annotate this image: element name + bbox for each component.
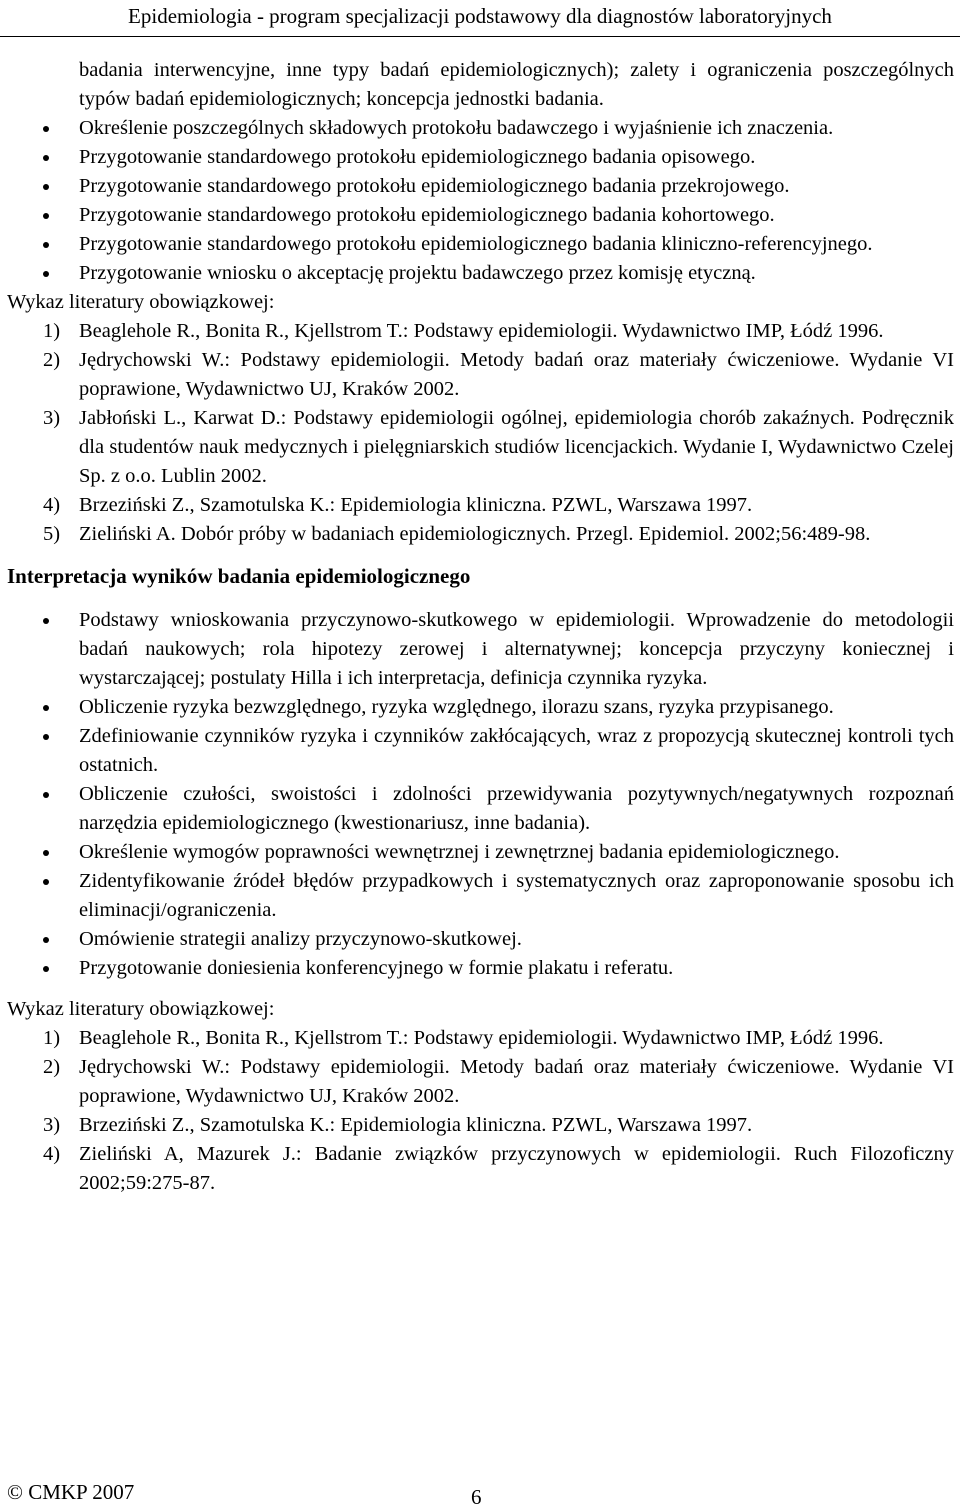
- reference-text: Jędrychowski W.: Podstawy epidemiologii. Metody badań oraz materiały ćwiczeniowe. Wydanie VI poprawione, Wydawnictwo UJ, Kraków 2002.: [79, 1056, 954, 1107]
- list-item: Zidentyfikowanie źródeł błędów przypadkowych i systematycznych oraz zaproponowanie sposobu ich eliminacji/ograniczenia.: [79, 867, 954, 925]
- list-item: Obliczenie ryzyka bezwzględnego, ryzyka względnego, ilorazu szans, ryzyka przypisanego.: [79, 693, 954, 722]
- literature-heading: Wykaz literatury obowiązkowej:: [7, 998, 275, 1020]
- reference-item: [43, 346, 954, 404]
- page-header: [0, 0, 960, 36]
- reference-list: [0, 317, 960, 549]
- reference-item: [43, 1140, 954, 1198]
- reference-text: Jędrychowski W.: Podstawy epidemiologii. Metody badań oraz materiały ćwiczeniowe. Wydanie VI poprawione, Wydawnictwo UJ, Kraków 2002.: [79, 349, 954, 400]
- list-item: Przygotowanie doniesienia konferencyjnego w formie plakatu i referatu.: [79, 954, 954, 983]
- reference-text: Zieliński A. Dobór próby w badaniach epidemiologicznych. Przegl. Epidemiol. 2002;56:489-98.: [79, 523, 871, 545]
- reference-number: 4): [43, 494, 61, 516]
- reference-number: 1): [43, 1027, 61, 1049]
- reference-list: [0, 1024, 960, 1198]
- list-item: Omówienie strategii analizy przyczynowo-skutkowej.: [79, 925, 954, 954]
- reference-number: 4): [43, 1143, 61, 1165]
- list-item: Przygotowanie standardowego protokołu epidemiologicznego badania kohortowego.: [79, 201, 954, 230]
- list-item: Określenie wymogów poprawności wewnętrznej i zewnętrznej badania epidemiologicznego.: [79, 838, 954, 867]
- list-item: Obliczenie czułości, swoistości i zdolności przewidywania pozytywnych/negatywnych rozpoznań narzędzia epidemiologicznego (kwestionariusz, inne badania).: [79, 780, 954, 838]
- list-item: Przygotowanie standardowego protokołu epidemiologicznego badania przekrojowego.: [79, 172, 954, 201]
- list-item: Zdefiniowanie czynników ryzyka i czynników zakłócających, wraz z propozycją skutecznej kontroli tych ostatnich.: [79, 722, 954, 780]
- section-study-protocols: [0, 56, 960, 549]
- reference-text: Beaglehole R., Bonita R., Kjellstrom T.: Podstawy epidemiologii. Wydawnictwo IMP, Łódź 1996.: [79, 1027, 884, 1049]
- reference-number: 2): [43, 1056, 61, 1078]
- reference-item: [43, 317, 954, 346]
- reference-text: Beaglehole R., Bonita R., Kjellstrom T.: Podstawy epidemiologii. Wydawnictwo IMP, Łódź 1996.: [79, 320, 884, 342]
- page-number: 6: [471, 1485, 482, 1509]
- list-item: Podstawy wnioskowania przyczynowo-skutkowego w epidemiologii. Wprowadzenie do metodologii badań naukowych; rola hipotezy zerowej i alternatywnej; koncepcja przyczyny koniecznej i wystarczającej; postulaty Hilla i ich interpretacja, definicja czynnika ryzyka.: [79, 606, 954, 693]
- page-content: [0, 56, 960, 1198]
- list-item: Określenie poszczególnych składowych protokołu badawczego i wyjaśnienie ich znaczenia.: [79, 114, 954, 143]
- footer-copyright: © CMKP 2007: [7, 1480, 135, 1504]
- header-divider: [0, 36, 960, 37]
- reference-text: Jabłoński L., Karwat D.: Podstawy epidemiologii ogólnej, epidemiologia chorób zakaźnych. Podręcznik dla studentów nauk medycznych i pielęgniarskich studiów licencjackich. Wydanie I, Wydawnictwo Czelej Sp. z o.o. Lublin 2002.: [79, 407, 954, 487]
- reference-number: 1): [43, 320, 61, 342]
- reference-text: Brzeziński Z., Szamotulska K.: Epidemiologia kliniczna. PZWL, Warszawa 1997.: [79, 1114, 753, 1136]
- reference-number: 3): [43, 1114, 61, 1136]
- header-title: Epidemiologia - program specjalizacji podstawowy dla diagnostów laboratoryjnych: [128, 4, 832, 28]
- reference-number: 3): [43, 407, 61, 429]
- reference-text: Brzeziński Z., Szamotulska K.: Epidemiologia kliniczna. PZWL, Warszawa 1997.: [79, 494, 753, 516]
- reference-item: [43, 491, 954, 520]
- reference-text: Zieliński A, Mazurek J.: Badanie związków przyczynowych w epidemiologii. Ruch Filozoficzny 2002;59:275-87.: [79, 1143, 954, 1194]
- list-item: Przygotowanie standardowego protokołu epidemiologicznego badania kliniczno-referencyjnego.: [79, 230, 954, 259]
- reference-item: [43, 1111, 954, 1140]
- reference-item: [43, 520, 954, 549]
- list-item: Przygotowanie wniosku o akceptację projektu badawczego przez komisję etyczną.: [79, 259, 954, 288]
- bullet-list: [0, 114, 960, 288]
- reference-number: 5): [43, 523, 61, 545]
- section-heading: Interpretacja wyników badania epidemiologicznego: [7, 564, 471, 588]
- bullet-list: [0, 606, 960, 983]
- continued-paragraph: badania interwencyjne, inne typy badań epidemiologicznych); zalety i ograniczenia poszczególnych typów badań epidemiologicznych; koncepcja jednostki badania.: [79, 59, 954, 110]
- reference-number: 2): [43, 349, 61, 371]
- section-interpretation: [0, 562, 960, 1198]
- list-item: Przygotowanie standardowego protokołu epidemiologicznego badania opisowego.: [79, 143, 954, 172]
- reference-item: [43, 1024, 954, 1053]
- reference-item: [43, 404, 954, 491]
- literature-heading: Wykaz literatury obowiązkowej:: [7, 291, 275, 313]
- reference-item: [43, 1053, 954, 1111]
